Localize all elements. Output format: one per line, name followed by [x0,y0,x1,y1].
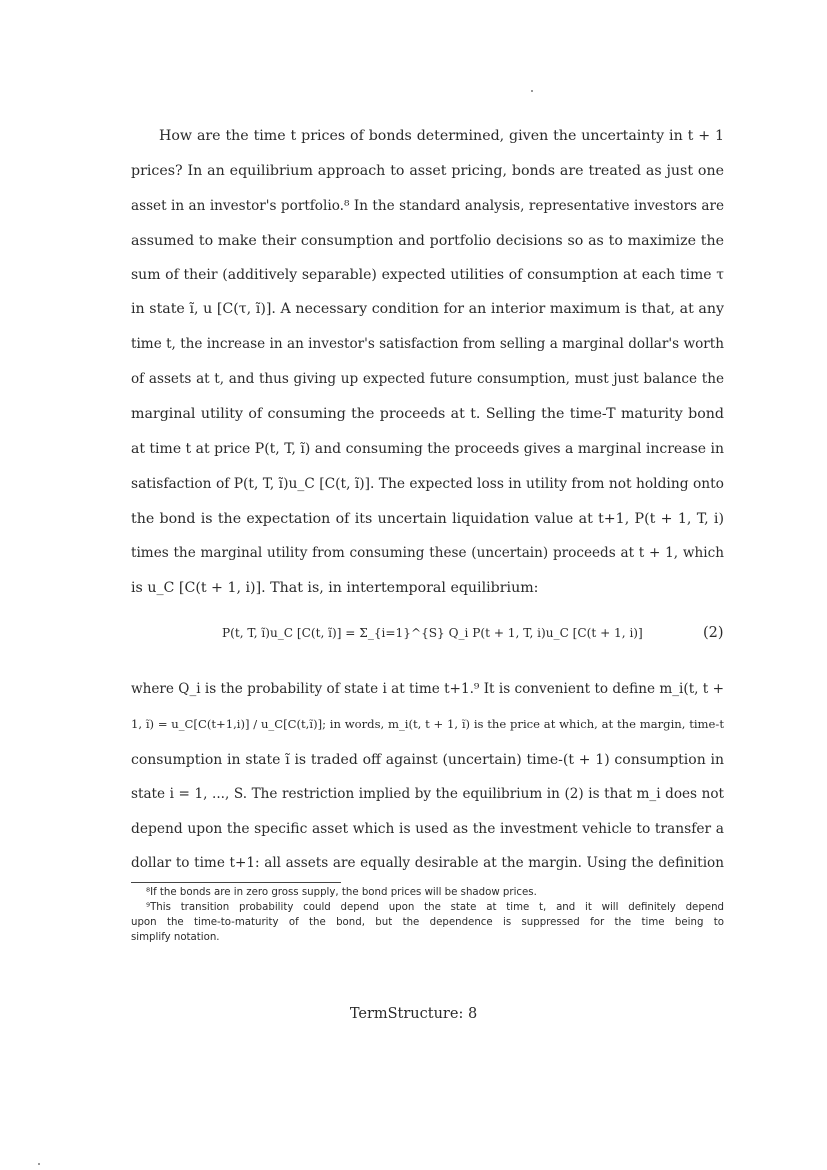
body-line: state i = 1, ..., S. The restriction implied by the equilibrium in (2) is that m_i does not [131,786,724,802]
page-footer: TermStructure: 8 [349,1006,478,1022]
body-line: marginal utility of consuming the proceeds at t. Selling the time-T maturity bond [131,406,724,422]
body-line: times the marginal utility from consuming these (uncertain) proceeds at t + 1, which [131,545,724,561]
body-line: asset in an investor's portfolio.⁸ In the standard analysis, representative investors are [131,198,724,214]
body-line: consumption in state ĩ is traded off against (uncertain) time-(t + 1) consumption in [131,752,724,768]
scan-speck [531,90,533,92]
body-line: is u_C [C(t + 1, i)]. That is, in intertemporal equilibrium: [131,580,539,596]
body-line: of assets at t, and thus giving up expected future consumption, must just balance the [131,371,724,387]
body-line: 1, ĩ) = u_C[C(t+1,i)] / u_C[C(t,ĩ)]; in words, m_i(t, t + 1, ĩ) is the price at which, at the margin, time-t [131,717,724,731]
equation-number: (2) [703,625,724,641]
body-line: dollar to time t+1: all assets are equally desirable at the margin. Using the definition [131,855,724,871]
footnote: ⁹This transition probability could depend upon the state at time t, and it will definitely depend [146,902,724,913]
display-equation: P(t, T, ĩ)u_C [C(t, ĩ)] = Σ_{i=1}^{S} Q_i P(t + 1, T, i)u_C [C(t + 1, i)] [222,626,643,640]
body-line: assumed to make their consumption and portfolio decisions so as to maximize the [131,233,724,249]
body-line: the bond is the expectation of its uncertain liquidation value at t+1, P(t + 1, T, i) [131,511,724,527]
body-line: depend upon the specific asset which is used as the investment vehicle to transfer a [131,821,724,837]
body-line: at time t at price P(t, T, ĩ) and consuming the proceeds gives a marginal increase in [131,441,724,457]
body-line: where Q_i is the probability of state i at time t+1.⁹ It is convenient to define m_i(t, t + [131,681,724,697]
body-line: How are the time t prices of bonds determined, given the uncertainty in t + 1 [159,128,724,144]
body-line: in state ĩ, u [C(τ, ĩ)]. A necessary condition for an interior maximum is that, at any [131,301,724,317]
footnote: ⁸If the bonds are in zero gross supply, the bond prices will be shadow prices. [146,887,537,898]
footnote-rule [131,882,341,883]
body-line: prices? In an equilibrium approach to asset pricing, bonds are treated as just one [131,163,724,179]
footnote: simplify notation. [131,932,220,943]
scan-speck [38,1163,40,1165]
body-line: sum of their (additively separable) expected utilities of consumption at each time τ [131,267,724,283]
footnote: upon the time-to-maturity of the bond, but the dependence is suppressed for the time being to [131,917,724,928]
body-line: satisfaction of P(t, T, ĩ)u_C [C(t, ĩ)]. The expected loss in utility from not holding onto [131,476,724,492]
body-line: time t, the increase in an investor's satisfaction from selling a marginal dollar's worth [131,336,724,352]
